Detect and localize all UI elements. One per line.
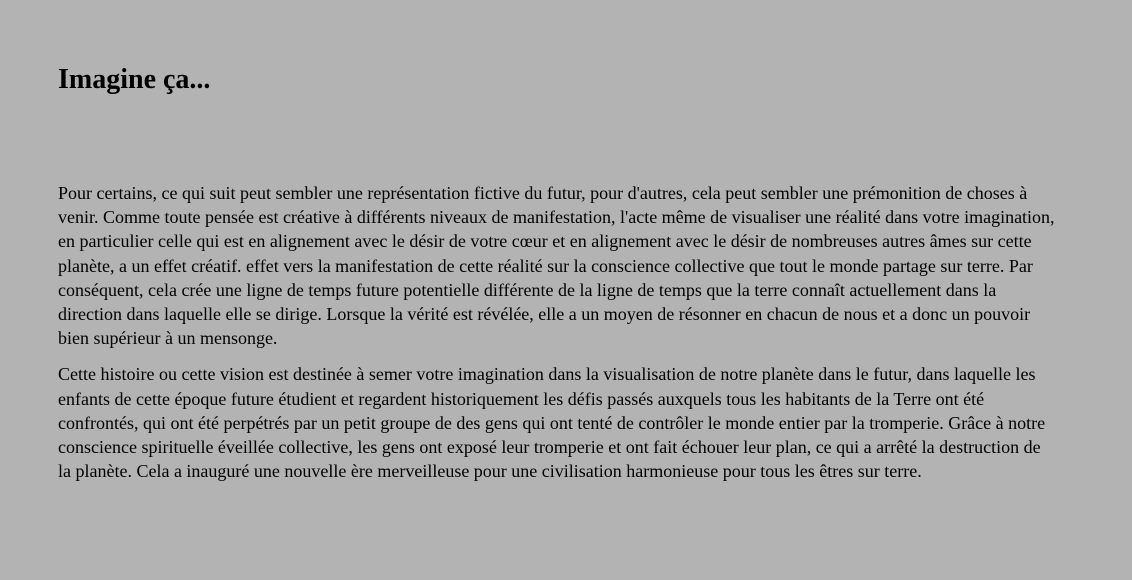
paragraph-intro: Pour certains, ce qui suit peut sembler une représentation fictive du futur, pour d'autres, cela peut sembler une prémonition de choses à venir. Comme toute pensée est créative à différents niveaux de manifestation, l'acte même de visualiser une réalité dans votre imagination, en particulier celle qui est en alignement avec le désir de votre cœur et en alignement avec le désir de nombreuses autres âmes sur cette planète, a un effet créatif. effet vers la manifestation de cette réalité sur la conscience collective que tout le monde partage sur terre. Par conséquent, cela crée une ligne de temps future potentielle différente de la ligne de temps que la terre connaît actuellement dans la direction dans laquelle elle se dirige. Lorsque la vérité est révélée, elle a un moyen de résonner en chacun de nous et a donc un pouvoir bien supérieur à un mensonge. xyxy=(58,183,1055,349)
paragraph-vision: Cette histoire ou cette vision est destinée à semer votre imagination dans la visualisation de notre planète dans le futur, dans laquelle les enfants de cette époque future étudient et regardent historiquement les défis passés auxquels tous les habitants de la Terre ont été confrontés, qui ont été perpétrés par un petit groupe de des gens qui ont tenté de contrôler le monde entier par la tromperie. Grâce à notre conscience spirituelle éveillée collective, les gens ont exposé leur tromperie et ont fait échouer leur plan, ce qui a arrêté la destruction de la planète. Cela a inauguré une nouvelle ère merveilleuse pour une civilisation harmonieuse pour tous les êtres sur terre. xyxy=(58,364,1046,482)
article-body xyxy=(58,181,1058,483)
page-title: Imagine ça... xyxy=(58,64,211,95)
